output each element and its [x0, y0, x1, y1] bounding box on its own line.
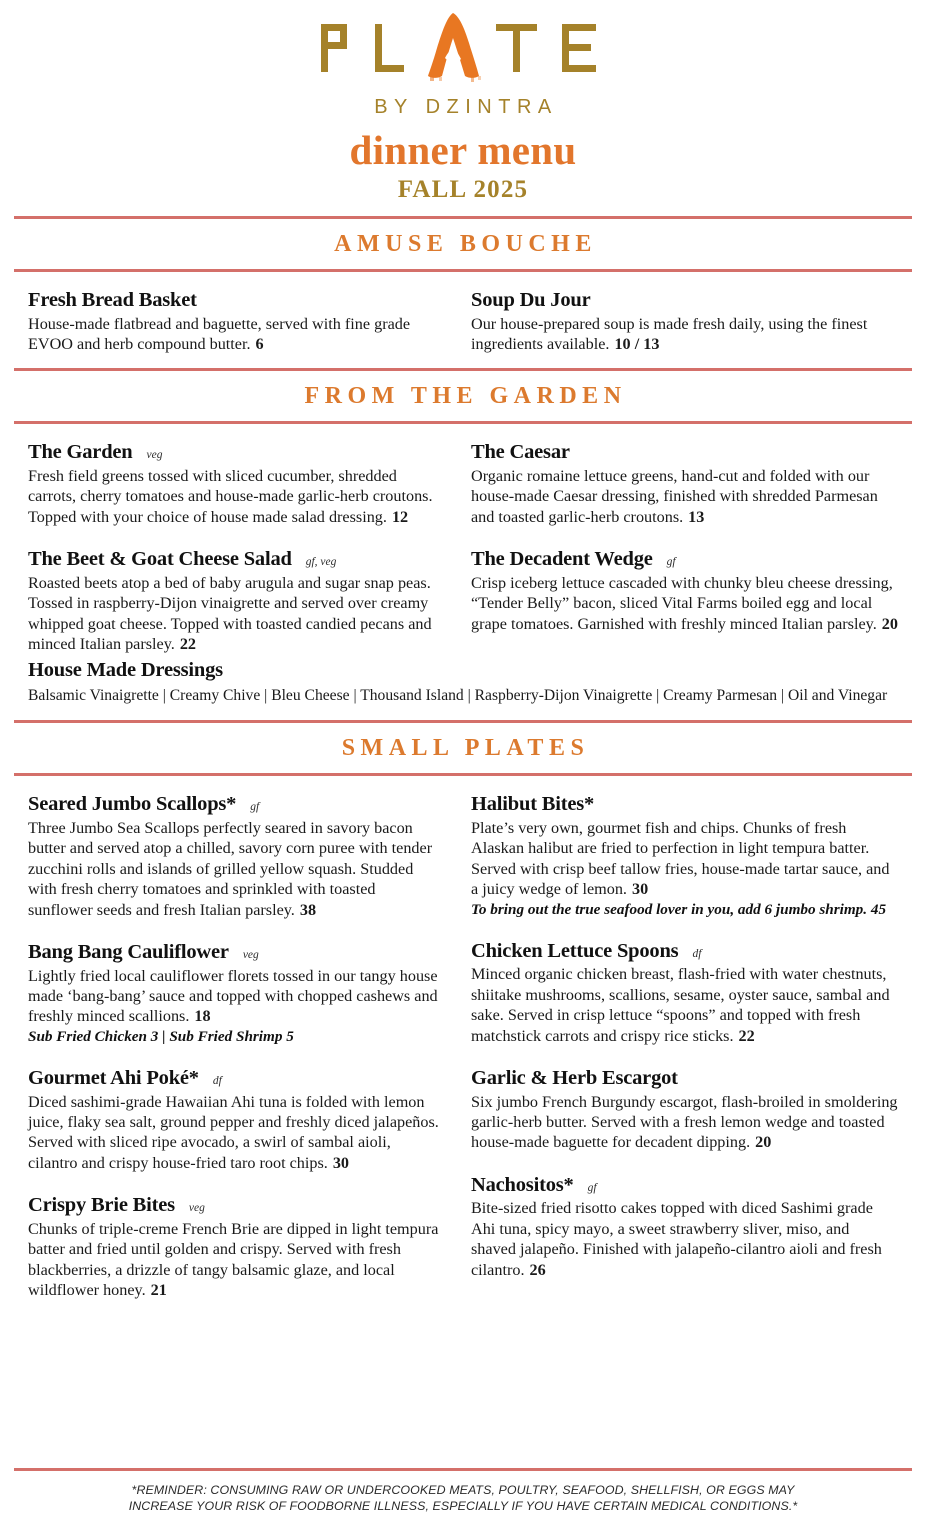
description-text: Minced organic chicken breast, flash-fried with water chestnuts, shiitake mushrooms, scallions, sesame, oyster sauce, sambal and sake. Served in crisp lettuce “spoons” and topped with fresh matchstick carrots and crispy rice sticks. [471, 965, 890, 1045]
column-left [14, 288, 463, 354]
house-made-dressings-block [14, 658, 912, 706]
dietary-tag: veg [242, 948, 259, 961]
menu-item-header [471, 939, 898, 964]
description-text: Bite-sized fried risotto cakes topped with diced Sashimi grade Ahi tuna, spicy mayo, a sweet strawberry sliver, miso, and shaved jalapeño. Finished with jalapeño-cilantro aioli and fresh cilantro. [471, 1199, 882, 1279]
dietary-tag: veg [146, 449, 163, 462]
menu-item-halibut-bites [471, 792, 898, 918]
menu-item-soup-du-jour [471, 288, 898, 354]
column-right [463, 288, 912, 354]
dietary-tag: gf [666, 556, 676, 569]
menu-item-price: 13 [688, 507, 705, 526]
menu-item-description [28, 1219, 441, 1301]
dietary-tag: df [692, 947, 702, 960]
menu-item-name: Seared Jumbo Scallops* [28, 793, 237, 816]
menu-item-name: The Beet & Goat Cheese Salad [28, 548, 292, 571]
column-left [14, 440, 463, 654]
menu-item-description [471, 818, 898, 900]
description-text: Chunks of triple-creme French Brie are dipped in light tempura batter and fried until golden and crispy. Served with fresh blackberries, a drizzle of tangy balsamic glaze, and local wildflower honey. [28, 1219, 439, 1300]
description-text: Diced sashimi-grade Hawaiian Ahi tuna is folded with lemon juice, flaky sea salt, ground pepper and freshly diced jalapeños. Served with sliced ripe avocado, a swirl of sambal aioli, cilantro and crispy house-fried taro root chips. [28, 1092, 439, 1172]
masthead [14, 0, 912, 204]
menu-item-header [471, 792, 898, 817]
section-heading: AMUSE BOUCHE [334, 231, 597, 258]
menu-item-name: Garlic & Herb Escargot [471, 1067, 678, 1090]
dietary-tag: gf [250, 801, 260, 814]
footer-divider-rule [14, 1468, 912, 1471]
menu-item-description [471, 573, 898, 634]
menu-item-the-beet-goat-cheese-salad [28, 547, 441, 654]
menu-item-description [28, 1092, 441, 1174]
allergen-disclaimer [14, 1483, 912, 1515]
menu-item-description [28, 314, 441, 355]
section-columns [14, 424, 912, 654]
menu-item-name: Crispy Brie Bites [28, 1194, 175, 1217]
menu-item-garlic-herb-escargot [471, 1066, 898, 1153]
menu-item-description [28, 573, 441, 655]
menu-footer [14, 1468, 912, 1525]
menu-item-name: Bang Bang Cauliflower [28, 940, 229, 963]
dressings-heading: House Made Dressings [28, 659, 223, 682]
menu-item-header [28, 792, 441, 817]
menu-sections [14, 204, 912, 1300]
menu-item-description [471, 466, 898, 527]
description-text: Plate’s very own, gourmet fish and chips. Chunks of fresh Alaskan halibut are fried to perfection in light tempura batter. Served with crisp beef tallow fries, house-made tartar sauce, and a juicy wedge of lemon. [471, 818, 890, 899]
menu-item-price: 21 [150, 1281, 167, 1300]
menu-item-header [28, 288, 441, 313]
dietary-tag: veg [188, 1202, 205, 1215]
menu-item-seared-jumbo-scallops [28, 792, 441, 920]
menu-item-name: Soup Du Jour [471, 289, 591, 312]
menu-item-header [28, 1066, 441, 1091]
menu-item-price: 22 [738, 1026, 755, 1045]
menu-item-bang-bang-cauliflower [28, 940, 441, 1046]
menu-item-price: 30 [332, 1153, 350, 1172]
menu-item-fresh-bread-basket [28, 288, 441, 354]
column-right [463, 440, 912, 654]
menu-item-price: 38 [299, 900, 317, 919]
menu-item-addon-note: To bring out the true seafood lover in you, add 6 jumbo shrimp. 45 [471, 900, 887, 918]
description-text: Three Jumbo Sea Scallops perfectly seared in savory bacon butter and served atop a chilled, savory corn puree with tender zucchini rolls and islands of grilled yellow squash. Studded with fresh cherry tomatoes and sprinkled with toasted sunflower seeds and fresh Italian parsley. [28, 818, 433, 919]
description-text: Our house-prepared soup is made fresh daily, using the finest ingredients available. [471, 314, 868, 354]
menu-item-header [471, 547, 898, 572]
menu-item-price: 6 [255, 335, 264, 354]
menu-item-nachositos [471, 1173, 898, 1280]
menu-item-description [471, 964, 898, 1046]
menu-item-price: 12 [391, 507, 409, 526]
menu-season: FALL 2025 [397, 176, 529, 204]
menu-item-header [471, 440, 898, 465]
layout-spacer [14, 1300, 912, 1468]
brushstroke-a-icon [428, 13, 481, 82]
menu-item-name: The Caesar [471, 441, 570, 464]
menu-item-price: 30 [631, 880, 649, 899]
column-right [463, 792, 912, 1300]
menu-item-header [471, 1173, 898, 1198]
column-left [14, 792, 463, 1300]
disclaimer-line-1: *REMINDER: CONSUMING RAW OR UNDERCOOKED MEATS, POULTRY, SEAFOOD, SHELLFISH, OR EGGS MAY [131, 1483, 795, 1498]
menu-item-price: 10 / 13 [614, 335, 660, 354]
menu-item-description [471, 1092, 898, 1153]
page-title: dinner menu [349, 127, 577, 173]
section-small-plates [14, 720, 912, 1300]
section-heading: SMALL PLATES [341, 735, 590, 762]
section-heading: FROM THE GARDEN [304, 383, 627, 410]
menu-item-description [471, 1198, 898, 1280]
dietary-tag: gf, veg [305, 556, 337, 569]
menu-item-the-decadent-wedge [471, 547, 898, 634]
menu-item-price: 20 [881, 614, 898, 633]
menu-item-name: Chicken Lettuce Spoons [471, 939, 679, 962]
menu-item-price: 26 [529, 1260, 546, 1279]
section-columns [14, 272, 912, 354]
menu-item-description [471, 314, 898, 355]
section-from-the-garden [14, 368, 912, 706]
description-text: Roasted beets atop a bed of baby arugula and sugar snap peas. Tossed in raspberry-Dijon vinaigrette and served over creamy whipped goat cheese. Topped with toasted candied pecans and minced Italian parsley. [28, 573, 432, 654]
description-text: Organic romaine lettuce greens, hand-cut and folded with our house-made Caesar dressing, finished with shredded Parmesan and toasted garlic-herb croutons. [471, 467, 878, 526]
description-text: Six jumbo French Burgundy escargot, flash-broiled in smoldering garlic-herb butter. Served with a fresh lemon wedge and toasted house-made baguette for decadent dipping. [471, 1092, 898, 1152]
menu-item-header [471, 1066, 898, 1091]
menu-item-header [28, 1193, 441, 1218]
menu-item-chicken-lettuce-spoons [471, 939, 898, 1046]
description-text: Crisp iceberg lettuce cascaded with chunky bleu cheese dressing, “Tender Belly” bacon, sliced Vital Farms boiled egg and local grape tomatoes. Garnished with freshly minced Italian parsley. [471, 573, 893, 633]
menu-item-description [28, 818, 441, 920]
menu-item-name: Fresh Bread Basket [28, 289, 197, 312]
description-text: Fresh field greens tossed with sliced cucumber, shredded carrots, cherry tomatoes and house-made garlic-herb croutons. Topped with your choice of house made salad dressing. [28, 467, 433, 526]
brand-logo [313, 10, 613, 119]
dressings-list: Balsamic Vinaigrette | Creamy Chive | Bleu Cheese | Thousand Island | Raspberry-Dijon Vinaigrette | Creamy Parmesan | Oil and Vinegar [28, 687, 888, 705]
menu-item-crispy-brie-bites [28, 1193, 441, 1300]
menu-item-gourmet-ahi-pok [28, 1066, 441, 1173]
menu-item-the-garden [28, 440, 441, 527]
menu-item-price: 18 [194, 1007, 211, 1026]
menu-item-name: Nachositos* [471, 1173, 574, 1196]
menu-item-name: The Decadent Wedge [471, 548, 653, 571]
menu-item-header [28, 547, 441, 572]
menu-item-name: The Garden [28, 441, 133, 464]
menu-item-header [28, 940, 441, 965]
disclaimer-line-2: INCREASE YOUR RISK OF FOODBORNE ILLNESS, ESPECIALLY IF YOU HAVE CERTAIN MEDICAL CONDITIONS.* [128, 1499, 798, 1514]
menu-item-description [28, 466, 441, 527]
description-text: Lightly fried local cauliflower florets tossed in our tangy house made ‘bang-bang’ sauce and topped with chopped cashews and freshly minced scallions. [28, 966, 438, 1026]
menu-item-name: Gourmet Ahi Poké* [28, 1067, 199, 1090]
section-columns [14, 776, 912, 1300]
menu-item-price: 20 [755, 1133, 772, 1152]
plate-wordmark-icon [313, 10, 613, 90]
menu-item-the-caesar [471, 440, 898, 527]
dietary-tag: gf [587, 1181, 597, 1194]
menu-item-description [28, 966, 441, 1027]
menu-item-addon-note: Sub Fried Chicken 3 | Sub Fried Shrimp 5 [28, 1027, 294, 1045]
menu-item-name: Halibut Bites* [471, 793, 595, 816]
brand-subtitle: BY DZINTRA [374, 96, 558, 118]
description-text: House-made flatbread and baguette, served with fine grade EVOO and herb compound butter. [28, 314, 411, 354]
menu-item-header [28, 440, 441, 465]
section-amuse-bouche [14, 216, 912, 354]
menu-item-header [471, 288, 898, 313]
dietary-tag: df [212, 1075, 222, 1088]
menu-item-price: 22 [179, 635, 197, 654]
